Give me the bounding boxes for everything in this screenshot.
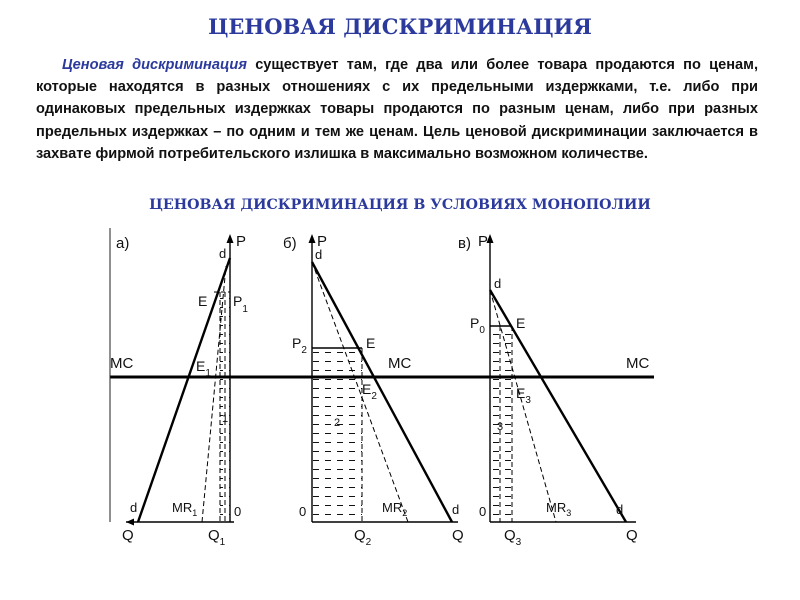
panel-a-q-label: Q	[122, 527, 134, 544]
panel-c-d-bottom: d	[616, 502, 624, 517]
panel-c	[458, 233, 638, 548]
panel-c-mr3-label: $MR_3$	[546, 500, 572, 518]
panel-a-e-label: E	[198, 293, 208, 309]
panel-b-d-bottom: d	[452, 502, 460, 517]
mc-label-left: MC	[110, 355, 134, 372]
panel-a-origin: 0	[234, 504, 242, 519]
panel-c-area-label: 3	[497, 421, 504, 433]
page-title: ЦЕНОВАЯ ДИСКРИМИНАЦИЯ	[208, 14, 592, 39]
panel-c-e3-label: $E_3$	[516, 385, 531, 406]
panel-c-q3-label: $Q_3$	[504, 527, 522, 548]
panel-a-e1-label: $E_1$	[196, 358, 211, 379]
panel-a-d-bottom: d	[130, 500, 138, 515]
panel-a	[110, 228, 248, 548]
mc-label-right: MC	[626, 355, 650, 372]
panel-c-tag: в)	[458, 235, 471, 252]
panel-b-q2-label: $Q_2$	[354, 527, 372, 548]
panel-b-shaded-area	[312, 348, 362, 522]
panel-b-p-arrow	[309, 234, 316, 243]
panel-a-area-label: 1	[222, 413, 229, 425]
panel-a-q1-label: $Q_1$	[208, 527, 226, 548]
panel-b-p2-label: $P_2$	[292, 335, 307, 356]
panel-b	[283, 233, 464, 548]
definition-text: существует там, где два или более товара продаются по ценам, которые находятся в разных отношениях с их предельными издержками, т.е. либо при одинаковых предельных издержках товары продаются по разным ценам, либо при разных предельных издержках – по одним и тем же ценам. Цель ценовой дискриминации заключается в захвате фирмой потребительского излишка в максимально возможном количестве.	[36, 57, 758, 162]
panel-b-e2-label: $E_2$	[362, 381, 377, 402]
panel-a-demand-line	[138, 258, 230, 522]
definition-term: Ценовая дискриминация	[62, 57, 247, 73]
panel-b-mr2-label: $MR_2$	[382, 500, 408, 518]
panel-a-d-top: d	[219, 246, 227, 261]
panel-a-p-arrow	[227, 234, 234, 243]
panel-c-q-label: Q	[626, 527, 638, 544]
panel-b-p-label: P	[317, 233, 328, 250]
panel-a-p-label: P	[236, 233, 247, 250]
definition-paragraph	[36, 54, 758, 165]
panel-b-q-label: Q	[452, 527, 464, 544]
panel-c-p-label: P	[478, 233, 489, 250]
panel-b-tag: б)	[283, 235, 297, 252]
panel-c-origin: 0	[479, 504, 487, 519]
panel-b-origin: 0	[299, 504, 307, 519]
panel-b-e-label: E	[366, 335, 376, 351]
panel-a-q-arrow	[126, 519, 134, 526]
panel-a-mr1-label: $MR_1$	[172, 500, 198, 518]
panel-c-p0-label: $P_0$	[470, 315, 485, 336]
panel-a-tag: а)	[116, 235, 130, 252]
diagram-subtitle: ЦЕНОВАЯ ДИСКРИМИНАЦИЯ В УСЛОВИЯХ МОНОПОЛИИ	[149, 197, 651, 213]
panel-a-p1-label: $P_1$	[233, 293, 248, 315]
monopoly-price-discrimination-diagram	[96, 222, 666, 552]
mc-label-mid: MC	[388, 355, 412, 372]
panel-c-d-top: d	[494, 276, 502, 291]
panel-b-d-top: d	[315, 247, 323, 262]
panel-c-e-label: E	[516, 315, 526, 331]
panel-b-area-label: 2	[334, 417, 341, 429]
